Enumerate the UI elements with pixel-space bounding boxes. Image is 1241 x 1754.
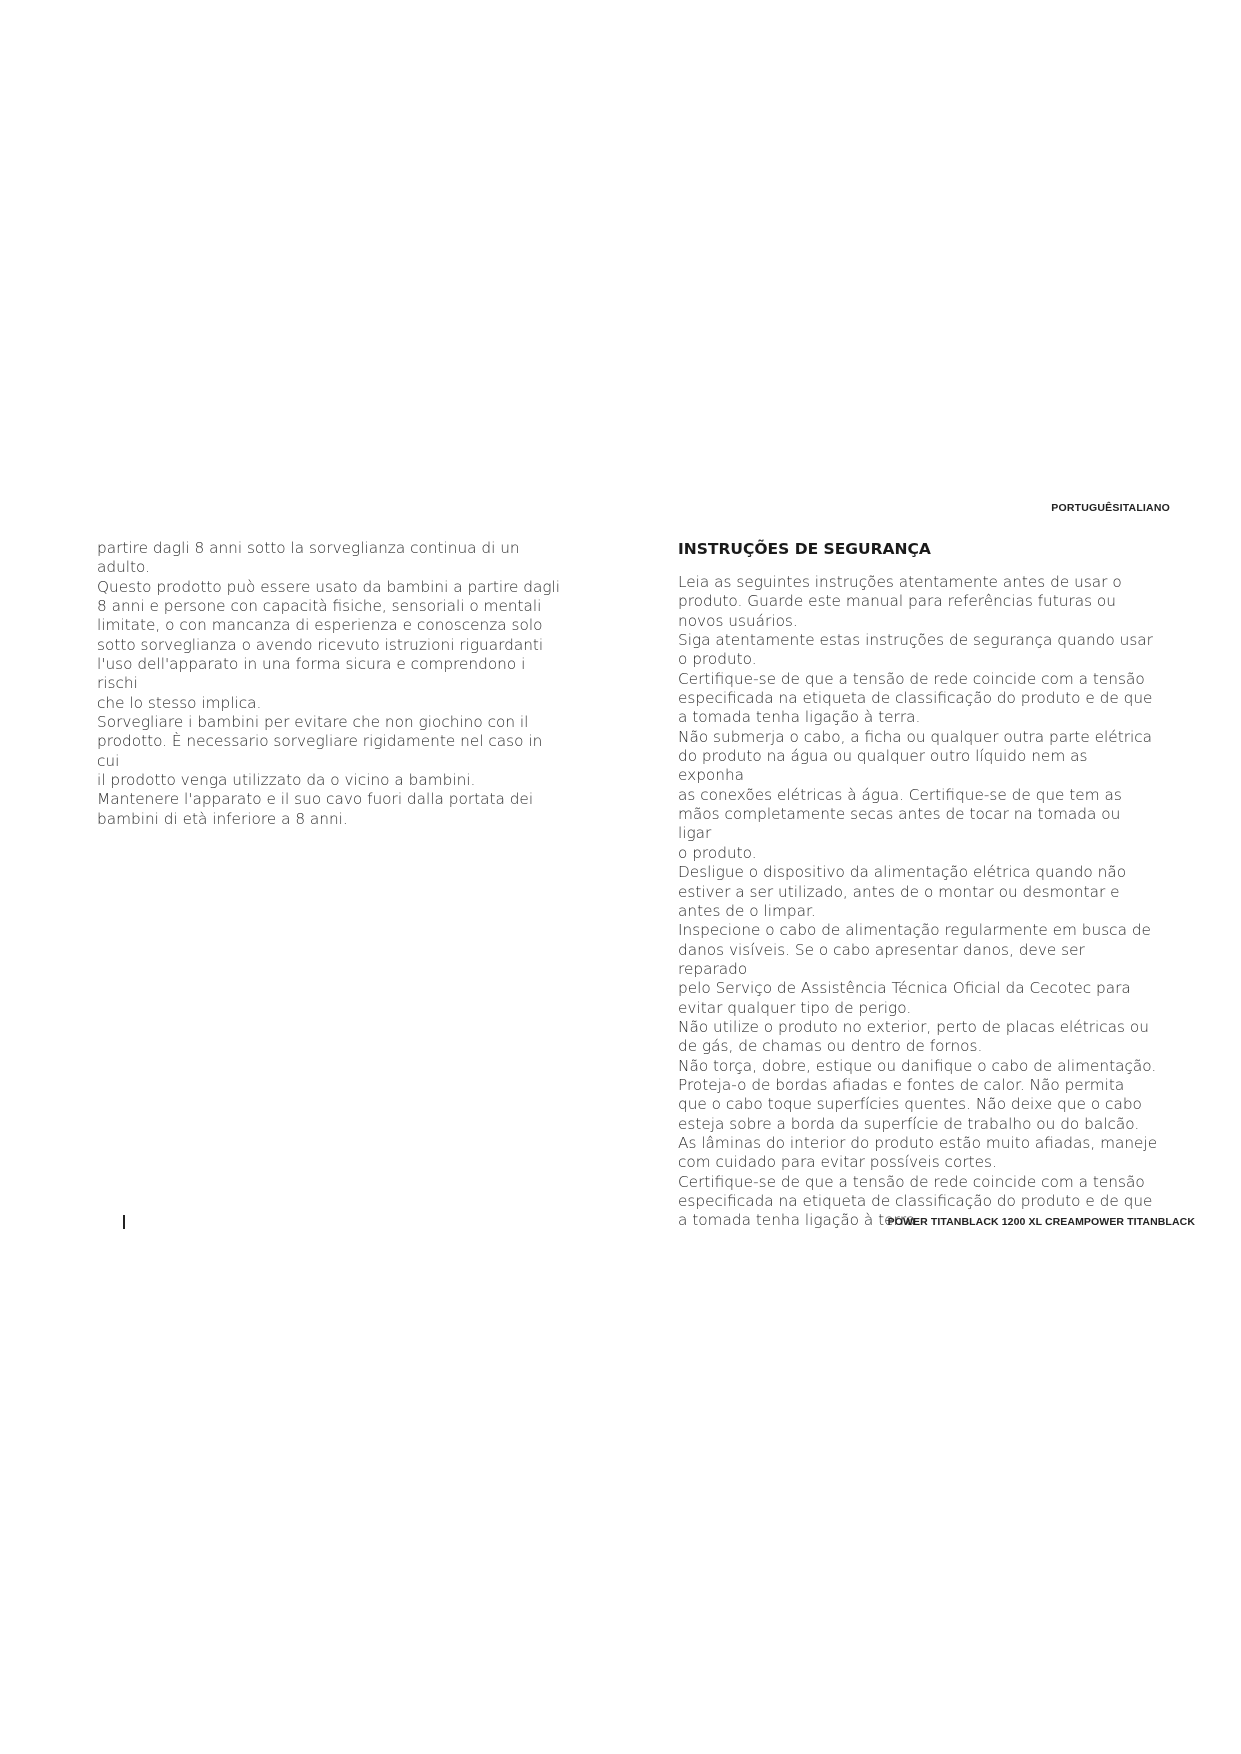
italian-safety-text: partire dagli 8 anni sotto la sorveglianza continua di un adulto. Questo prodotto può essere usato da bambini a partire dagli 8 anni e persone con capacità fisiche, sensoriali o mentali limitate, o con mancanza di esperienza e conoscenza solo sotto sorveglianza o avendo ricevuto istruzioni riguardanti l'uso dell'apparato in una forma sicura e comprendono i rischi che lo stesso implica. Sorvegliare i bambini per evitare che non giochino con il prodotto. È necessario sorvegliare rigidamente nel caso in cui il prodotto venga utilizzato da o vicino a bambini. Mantenere l'apparato e il suo cavo fuori dalla portata dei bambini di età inferiore a 8 anni. [97, 539, 561, 828]
right-column [678, 539, 1158, 1231]
language-header: PORTUGUÊSITALIANO [1051, 502, 1170, 514]
product-footer-label: POWER TITANBLACK 1200 XL CREAMPOWER TITANBLACK [887, 1216, 1195, 1228]
page-marker-divider [123, 1215, 125, 1229]
portuguese-safety-text: Leia as seguintes instruções atentamente antes de usar o produto. Guarde este manual para referências futuras ou novos usuários. Siga atentamente estas instruções de segurança quando usar o produto. Certifique-se de que a tensão de rede coincide com a tensão especificada na etiqueta de classificação do produto e de que a tomada tenha ligação à terra. Não submerja o cabo, a ficha ou qualquer outra parte elétrica do produto na água ou qualquer outro líquido nem as exponha as conexões elétricas à água. Certifique-se de que tem as mãos completamente secas antes de tocar na tomada ou ligar o produto. Desligue o dispositivo da alimentação elétrica quando não estiver a ser utilizado, antes de o montar ou desmontar e antes de o limpar. Inspecione o cabo de alimentação regularmente em busca de danos visíveis. Se o cabo apresentar danos, deve ser reparado pelo Serviço de Assistência Técnica Oficial da Cecotec para evitar qualquer tipo de perigo. Não utilize o produto no exterior, perto de placas elétricas ou de gás, de chamas ou dentro de fornos. Não torça, dobre, estique ou danifique o cabo de alimentação. Proteja-o de bordas afiadas e fontes de calor. Não permita que o cabo toque superfícies quentes. Não deixe que o cabo esteja sobre a borda da superfície de trabalho ou do balcão. As lâminas do interior do produto estão muito afiadas, maneje com cuidado para evitar possíveis cortes. Certifique-se de que a tensão de rede coincide com a tensão especificada na etiqueta de classificação do produto e de que a tomada tenha ligação à terra. [678, 573, 1158, 1230]
safety-instructions-heading: INSTRUÇÕES DE SEGURANÇA [678, 540, 931, 558]
left-column [97, 539, 567, 829]
